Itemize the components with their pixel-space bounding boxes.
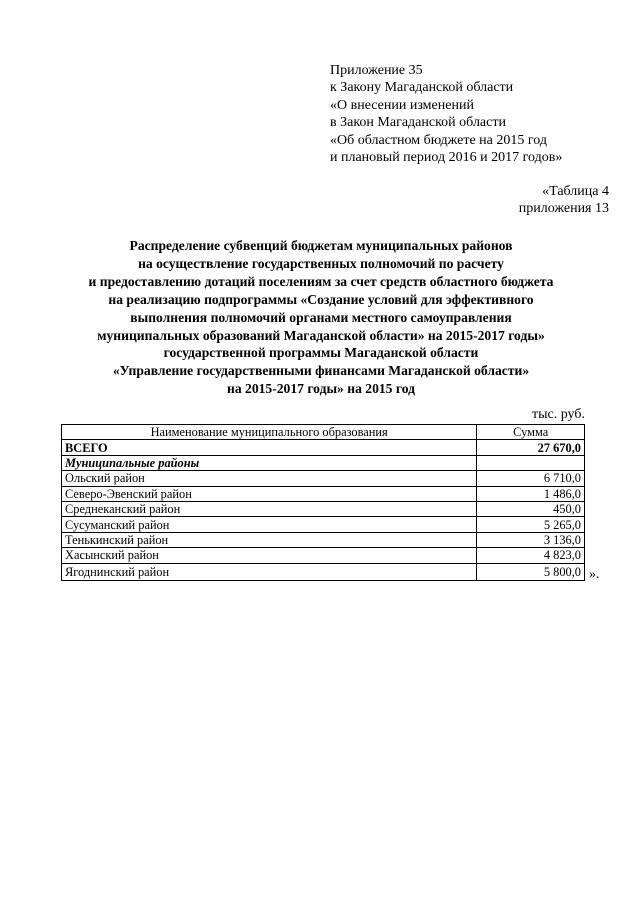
appendix-line: «Об областном бюджете на 2015 год xyxy=(330,132,547,148)
title-line: муниципальных образований Магаданской области» на 2015-2017 годы» xyxy=(97,327,545,343)
title-line: государственной программы Магаданской области xyxy=(163,345,479,361)
appendix-header xyxy=(330,62,562,166)
subvention-table xyxy=(61,424,585,581)
district-name: Среднеканский район xyxy=(62,501,477,516)
district-sum: 5 800,0 xyxy=(477,563,585,580)
title-line: на реализацию подпрограммы «Создание условий для эффективного xyxy=(108,291,534,307)
title-line: на осуществление государственных полномочий по расчету xyxy=(138,255,504,271)
district-name: Северо-Эвенский район xyxy=(62,486,477,501)
title-line: Распределение субвенций бюджетам муниципальных районов xyxy=(129,238,513,253)
district-sum: 450,0 xyxy=(477,501,585,516)
district-sum: 6 710,0 xyxy=(477,471,585,486)
district-name: Хасынский район xyxy=(62,548,477,563)
district-sum: 4 823,0 xyxy=(477,548,585,563)
title-line: и предоставлению дотаций поселениям за счет средств областного бюджета xyxy=(88,273,554,289)
table-reference-line2: приложения 13 xyxy=(518,201,609,217)
header-name: Наименование муниципального образования xyxy=(62,425,477,440)
appendix-line: и плановый период 2016 и 2017 годов» xyxy=(330,150,563,166)
group-label: Муниципальные районы xyxy=(62,455,477,470)
district-name: Ольский район xyxy=(62,471,477,486)
document-title xyxy=(30,237,612,398)
total-row xyxy=(62,440,585,455)
district-sum: 5 265,0 xyxy=(477,517,585,532)
district-name: Тенькинский район xyxy=(62,532,477,547)
table-row xyxy=(62,563,585,580)
units-label: тыс. руб. xyxy=(532,407,585,422)
appendix-line: к Закону Магаданской области xyxy=(330,80,514,96)
district-name: Сусуманский район xyxy=(62,517,477,532)
group-sum xyxy=(477,455,585,470)
table-row xyxy=(62,486,585,501)
total-sum: 27 670,0 xyxy=(477,440,585,455)
table-row xyxy=(62,517,585,532)
appendix-line: Приложение 35 xyxy=(330,63,423,78)
district-sum: 1 486,0 xyxy=(477,486,585,501)
table-row xyxy=(62,501,585,516)
title-line: выполнения полномочий органами местного самоуправления xyxy=(130,309,512,325)
table-reference xyxy=(519,183,609,218)
total-label: ВСЕГО xyxy=(62,440,477,455)
group-row xyxy=(62,455,585,470)
table-row xyxy=(62,548,585,563)
title-line: «Управление государственными финансами Магаданской области» xyxy=(112,363,530,379)
table-header-row xyxy=(62,425,585,440)
district-sum: 3 136,0 xyxy=(477,532,585,547)
table-reference-line1: «Таблица 4 xyxy=(542,184,609,199)
table-row xyxy=(62,471,585,486)
appendix-line: в Закон Магаданской области xyxy=(330,115,506,131)
district-name: Ягоднинский район xyxy=(62,563,477,580)
closing-quote-mark: ». xyxy=(589,567,600,582)
table-row xyxy=(62,532,585,547)
appendix-line: «О внесении изменений xyxy=(330,97,474,113)
title-line: на 2015-2017 годы» на 2015 год xyxy=(227,381,415,397)
header-sum: Сумма xyxy=(477,425,585,440)
